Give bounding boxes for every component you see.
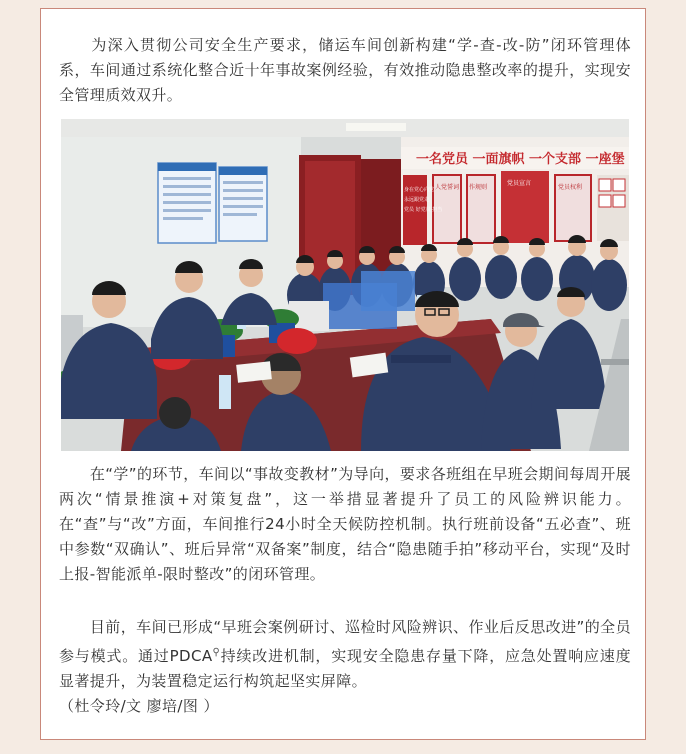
result-paragraph — [59, 615, 631, 719]
slogan-1: 身在党心向党 — [404, 187, 435, 193]
learning-paragraph: 在“学”的环节，车间以“事故变教材”为导向，要求各班组在早班会期间每周开展两次“情景推演+对策复盘”，这一举措显著提升了员工的风险辨识能力。在“查”与“改”方面，车间推行24小时全天候防控机制。执行班前设备“五必查”、班中参数“双确认”、班后异常“双备案”制度，结合“隐患随手拍”移动平台，实现“及时上报-智能派单-限时整改”的闭环管理。 — [59, 465, 631, 583]
board-text-2: 作规则 — [469, 184, 488, 191]
author-credit: （杜令玲/文 廖培/图 ） — [59, 697, 219, 715]
board-text-3: 党员宣言 — [507, 180, 532, 187]
article-card — [40, 8, 646, 740]
slogan-2: 永远跟党走 — [404, 197, 430, 203]
board-text-1: 人党誓词 — [435, 184, 460, 191]
search-mark-icon[interactable]: ⚲ — [212, 647, 221, 658]
wall-banner-text: 一名党员 一面旗帜 一个支部 一座堡 — [416, 152, 625, 167]
intro-paragraph: 为深入贯彻公司安全生产要求，储运车间创新构建“学-查-改-防”闭环管理体系，车间通过系统化整合近十年事故案例经验，有效推动隐患整改率的提升，实现安全管理质效双升。 — [59, 36, 631, 104]
result-text-part1: 目前，车间已形成“早班会案例研讨、巡检时风险辨识、作业后反思改进”的全员参与模式。通过PDCA — [59, 618, 631, 665]
slogan-3: 党员 好党员 担当 — [404, 207, 443, 213]
board-text-4: 党员权利 — [558, 184, 583, 191]
meeting-photo — [61, 119, 629, 451]
result-text-part2: 持续改进机制，实现安全隐患存量下降，应急处置响应速度显著提升，为装置稳定运行构筑起坚实屏障。 — [59, 647, 631, 690]
